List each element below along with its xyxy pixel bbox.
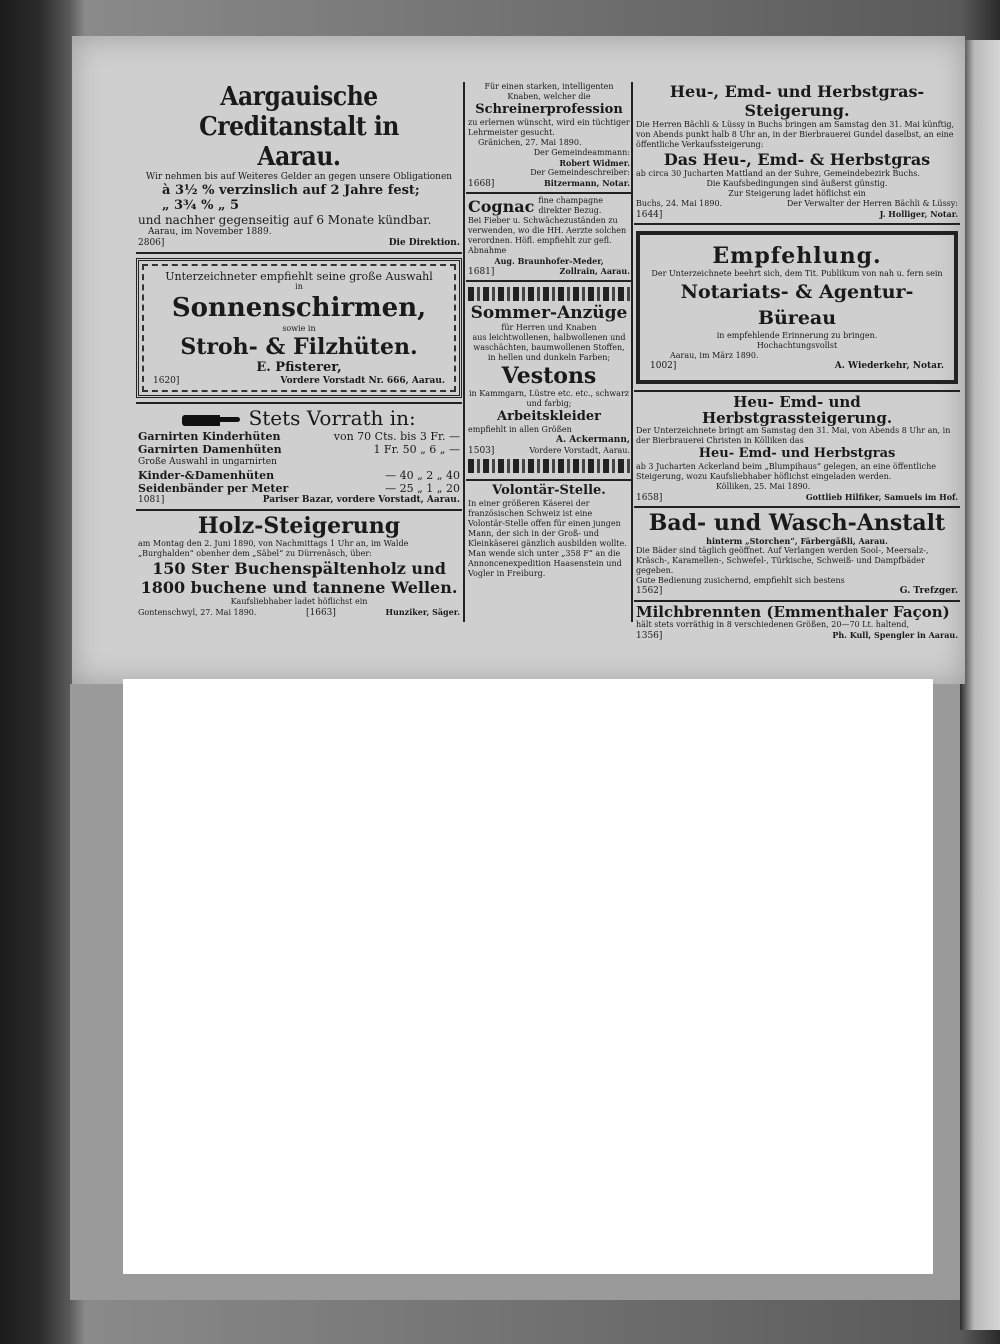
ad-place-date: Buchs, 24. Mai 1890.	[636, 199, 723, 208]
ad-bad-anstalt	[634, 508, 960, 602]
ad-ackermann	[466, 282, 632, 481]
heavy-frame	[636, 231, 958, 384]
ad-text: Die Herren Bächli & Lüssy in Buchs bringen am Samstag den 31. Mai künftig, von Abends punkt halb 8 Uhr an, in der Bierbrauerei Gundel daselbst, an eine öffentliche Verkaufssteigerung:	[636, 120, 955, 149]
ad-place-date: Kölliken, 25. Mai 1890.	[716, 482, 811, 491]
ad-code: 1658]	[636, 493, 663, 503]
ad-code: 1681]	[468, 267, 495, 277]
pointing-hand-icon	[182, 411, 242, 429]
ad-subtitle: fine champagne direkter Bezug.	[538, 196, 603, 215]
ad-code: 1562]	[636, 586, 663, 596]
ad-text: Die Kaufsbedingungen sind äußerst günstig.	[706, 179, 888, 188]
price-row: Garnirten Kinderhüten von 70 Cts. bis 3 Fr. —	[138, 430, 460, 443]
ad-text: zu erlernen wünscht, wird ein tüchtiger Lehrmeister gesucht.	[468, 118, 630, 137]
price-row: Garnirten Damenhüten 1 Fr. 50 „ 6 „ —	[138, 443, 460, 456]
ad-title: Stroh- & Filzhüten.	[180, 334, 418, 360]
ad-title: Heu- Emd- und Herbstgras	[698, 446, 896, 461]
ad-role: Der Gemeindeschreiber:	[530, 168, 630, 177]
ad-schreiner	[466, 80, 632, 194]
ad-pfisterer	[136, 258, 462, 404]
ad-text: Kaufsliebhaber ladet höflichst ein	[230, 597, 368, 606]
ad-text: Unterzeichneter empfiehlt seine große Auswahl	[165, 270, 433, 283]
ad-text: hält stets vorräthig in 8 verschiedenen Größen, 20—70 Lt. haltend,	[636, 620, 910, 629]
ad-text: Hochachtungsvollst	[756, 341, 838, 350]
ad-text: 1800 buchene und tannene Wellen.	[140, 578, 458, 597]
ad-name: A. Ackermann,	[556, 435, 630, 445]
ad-text: für Herren und Knaben	[501, 323, 597, 332]
ornament-band	[468, 459, 630, 473]
ad-address: Zollrain, Aarau.	[559, 266, 630, 276]
ad-code: 1356]	[636, 631, 663, 641]
column-rule	[463, 82, 465, 622]
ad-address: Vordere Vorstadt, Aarau.	[529, 446, 630, 455]
ad-cognac	[466, 194, 632, 282]
ad-volontaer	[466, 481, 632, 582]
ad-signature: Ph. Kull, Spengler in Aarau.	[832, 630, 958, 640]
ad-signature: Gottlieb Hilfiker, Samuels im Hof.	[805, 492, 958, 502]
ad-code: 1644]	[636, 210, 663, 220]
ad-place-date: Aarau, im März 1890.	[670, 351, 759, 360]
ad-place-date: Gränichen, 27. Mai 1890.	[478, 138, 582, 147]
ad-holz-steigerung	[136, 511, 462, 621]
ad-text: und nachher gegenseitig auf 6 Monate kündbar.	[138, 213, 432, 227]
ad-kull	[634, 602, 960, 644]
ad-code: 1081]	[138, 495, 165, 505]
ad-place-date: Aarau, im November 1889.	[148, 227, 272, 237]
ad-title: Arbeitskleider	[497, 409, 601, 424]
ad-subtitle: hinterm „Storchen“, Färbergäßli, Aarau.	[706, 536, 888, 546]
ad-text: in Kammgarn, Lüstre etc. etc., schwarz und farbig;	[469, 389, 629, 408]
ad-buchs-steigerung	[634, 80, 960, 225]
ad-text: am Montag den 2. Juni 1890, von Nachmittags 1 Uhr an, im Walde „Burghalden“ obenher dem „Säbel“ zu Dürrenäsch, über:	[138, 539, 409, 558]
ad-signature: G. Trefzger.	[899, 586, 958, 596]
ad-title: Heu-, Emd- und Herbstgras-Steigerung.	[669, 82, 925, 120]
ad-signature: Die Direktion.	[388, 238, 460, 248]
ad-title: Aargauische Creditanstalt in Aarau.	[199, 82, 399, 172]
ad-text: Die Bäder sind täglich geöffnet. Auf Verlangen werden Sool-, Meersalz-, Kräsch-, Karamellen-, Schwefel-, Türkische, Schweiß- und Dampfbäder gegeben.	[636, 546, 929, 575]
ad-pariser-bazar	[136, 404, 462, 511]
ad-text: in	[295, 282, 303, 291]
ad-title: Bad- und Wasch-Anstalt	[648, 510, 946, 536]
ad-code: 1503]	[468, 446, 495, 456]
ad-title: Milchbrennten (Emmenthaler Façon)	[636, 603, 950, 621]
ad-name: E. Pfisterer,	[256, 360, 342, 375]
ad-title: Das Heu-, Emd- & Herbstgras	[663, 150, 931, 169]
ad-text: in empfehlende Erinnerung zu bringen.	[716, 331, 878, 340]
ad-code: [1663]	[305, 608, 336, 618]
ad-text: à 3½ % verzinslich auf 2 Jahre fest;	[162, 183, 420, 198]
ad-text: „ 3¾ % „ 5	[162, 198, 240, 213]
ad-role: Der Gemeindeammann:	[533, 148, 630, 157]
middle-column	[466, 80, 632, 582]
ad-title: Sommer-Anzüge	[470, 303, 628, 323]
blank-region	[123, 679, 933, 1274]
ad-place-date: Gontenschwyl, 27. Mai 1890.	[138, 608, 257, 617]
ad-code: 1668]	[468, 179, 495, 189]
ad-text: Zur Steigerung ladet höflichst ein	[728, 189, 866, 198]
ad-text: sowie in	[282, 324, 316, 333]
ornament-band	[468, 287, 630, 301]
ad-text: Für einen starken, intelligenten Knaben, welcher die	[484, 82, 614, 101]
ad-title: Vestons	[501, 363, 597, 389]
ornamental-border	[136, 258, 462, 398]
ad-name: Robert Widmer.	[559, 158, 630, 168]
adjacent-page-edge	[960, 40, 1000, 1330]
ad-title: Holz-Steigerung	[197, 513, 401, 539]
ad-text: in hellen und dunkeln Farben;	[487, 353, 611, 362]
ad-name: Aug. Braunhofer-Meder,	[494, 256, 604, 266]
ad-text: Wir nehmen bis auf Weiteres Gelder an gegen unsere Obligationen	[145, 172, 453, 182]
ad-text: aus leichtwollenen, halbwollenen und waschächten, baumwollenen Stoffen,	[472, 333, 626, 352]
left-column	[136, 80, 462, 621]
ad-text: empfiehlt in allen Größen	[468, 425, 572, 434]
ad-wiederkehr	[634, 231, 960, 392]
ad-text: 150 Ster Buchenspältenholz und	[152, 559, 446, 578]
right-column	[634, 80, 960, 644]
ad-text: Der Unterzeichnete bringt am Samstag den 31. Mai, von Abends 8 Uhr an, in der Bierbrauerei Christen in Kölliken das	[636, 426, 951, 445]
ad-code: 2806]	[138, 238, 165, 248]
ad-text: Bei Fieber u. Schwächezuständen zu verwenden, wo die HH. Aerzte solchen verordnen. Höfl. empfiehlt zur gefl. Abnahme	[468, 216, 627, 255]
ad-title: Volontär-Stelle.	[492, 483, 606, 498]
ad-text: ab circa 30 Jucharten Mattland an der Suhre, Gemeindebezirk Buchs.	[636, 169, 920, 178]
price-row: Große Auswahl in ungarnirten	[138, 457, 277, 467]
ad-code: 1002]	[650, 361, 677, 371]
ad-signature: A. Wiederkehr, Notar.	[834, 361, 944, 371]
ad-code: 1620]	[153, 376, 180, 386]
price-row: Kinder-&Damenhüten — 40 „ 2 „ 40	[138, 469, 460, 482]
ad-text: In einer größeren Käserei der französischen Schweiz ist eine Volontär-Stelle offen für einen jungen Mann, der sich in der Groß- und Kleinkäserei gänzlich ausbilden wollte. Man wende sich unter „358 F“ an die Annoncenexpedition Haasenstein und Vogler in Freiburg.	[468, 499, 627, 578]
ad-text: Gute Bedienung zusichernd, empfiehlt sich bestens	[636, 576, 845, 585]
ad-name: Bitzermann, Notar.	[544, 178, 630, 188]
ad-koelliken-steigerung	[634, 392, 960, 508]
ad-role: Der Verwalter der Herren Bächli & Lüssy:	[786, 199, 958, 208]
ad-address: Pariser Bazar, vordere Vorstadt, Aarau.	[262, 495, 460, 505]
price-row: Seidenbänder per Meter — 25 „ 1 „ 20	[138, 482, 460, 495]
ad-signature: Hunziker, Säger.	[385, 607, 460, 617]
ad-title: Stets Vorrath in:	[248, 406, 416, 430]
ad-title: Cognac	[468, 196, 535, 216]
ad-title: Schreinerprofession	[475, 102, 623, 117]
ad-address: Vordere Vorstadt Nr. 666, Aarau.	[280, 376, 445, 386]
ad-title: Notariats- & Agentur-Büreau	[680, 281, 914, 329]
ad-title: Sonnenschirmen,	[171, 293, 427, 323]
ad-text: ab 3 Jucharten Ackerland beim „Blumpihaus“ gelegen, an eine öffentliche Steigerung, wozu Kaufsliebhaber höflichst eingeladen werden.	[636, 462, 936, 481]
ad-signature: J. Holliger, Notar.	[879, 209, 958, 219]
ad-text: Der Unterzeichnete beehrt sich, dem Tit. Publikum von nah u. fern sein	[651, 269, 943, 278]
ad-title: Empfehlung.	[712, 243, 882, 269]
ad-title: Heu- Emd- und Herbstgrassteigerung.	[701, 393, 893, 427]
ad-creditanstalt	[136, 80, 462, 254]
